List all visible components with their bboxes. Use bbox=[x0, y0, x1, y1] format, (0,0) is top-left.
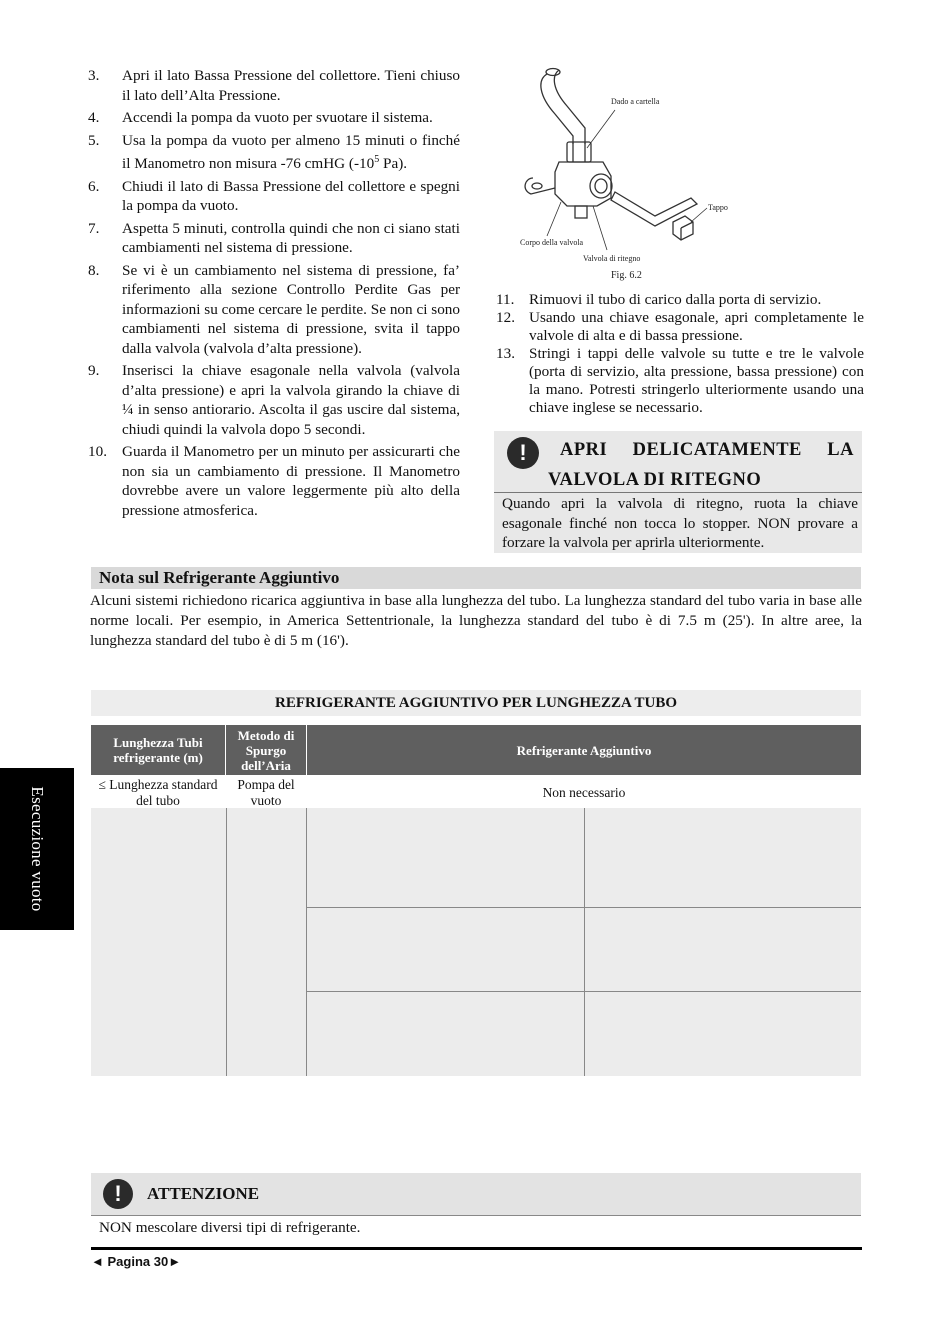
cap-label: Tappo bbox=[708, 203, 728, 212]
table-cell-length: ≤ Lunghezza standard del tubo bbox=[98, 777, 218, 808]
step-number: 5. bbox=[88, 131, 100, 149]
step-number: 12. bbox=[496, 309, 515, 326]
page-footer bbox=[91, 1254, 181, 1269]
step-number: 3. bbox=[88, 67, 100, 84]
step-11 bbox=[496, 291, 864, 309]
step-9 bbox=[88, 361, 460, 439]
valve-figure bbox=[515, 66, 765, 286]
table-divider bbox=[306, 808, 307, 1076]
warning-divider bbox=[494, 492, 862, 493]
prev-arrow-icon: ◄ bbox=[91, 1254, 104, 1269]
step-text: Apri il lato Bassa Pressione del collettore. Tieni chiuso il lato dell’Alta Pressione. bbox=[122, 67, 460, 104]
warning-title-line1: APRI DELICATAMENTE LA bbox=[560, 440, 854, 460]
step-text: Usando una chiave esagonale, apri completamente le valvole di alta e di bassa pressione. bbox=[529, 309, 864, 344]
step-text-tail: Pa). bbox=[379, 155, 408, 173]
step-6 bbox=[88, 177, 460, 216]
table-title: REFRIGERANTE AGGIUNTIVO PER LUNGHEZZA TUBO bbox=[91, 690, 861, 716]
step-text: Inserisci la chiave esagonale nella valvola (valvola d’alta pressione) e apri la valvola girando la chiave di ¼ in senso antiorario. Ascolta il gas uscire dal sistema, chiudi quindi la valvola dopo 5 secondi. bbox=[122, 362, 460, 438]
left-step-list bbox=[88, 66, 460, 523]
next-arrow-icon: ► bbox=[168, 1254, 182, 1269]
warning-title-line2: VALVOLA DI RITEGNO bbox=[548, 470, 762, 490]
exclamation-icon: ! bbox=[103, 1179, 133, 1209]
table-header-purge-method: Metodo di Spurgo dell’Aria bbox=[226, 725, 306, 775]
step-text: Accendi la pompa da vuoto per svuotare il sistema. bbox=[122, 109, 433, 126]
exclamation-icon: ! bbox=[507, 437, 539, 469]
step-5 bbox=[88, 131, 460, 174]
step-number: 7. bbox=[88, 219, 100, 237]
attention-title: ATTENZIONE bbox=[147, 1184, 260, 1203]
side-tab-label: Esecuzione vuoto bbox=[28, 786, 47, 912]
step-3 bbox=[88, 66, 460, 105]
step-text: Aspetta 5 minuti, controlla quindi che non ci siano stati cambiamenti nel sistema di pressione. bbox=[122, 219, 460, 257]
step-number: 10. bbox=[88, 443, 107, 461]
step-number: 11. bbox=[496, 291, 515, 308]
valve-stem-label: Valvola di ritegno bbox=[583, 254, 641, 263]
footer-rule bbox=[91, 1247, 862, 1250]
step-superscript: 5 bbox=[374, 154, 380, 165]
attention-text: NON mescolare diversi tipi di refrigerante. bbox=[99, 1219, 361, 1236]
step-text: Se vi è un cambiamento nel sistema di pressione, fa’ riferimento alla sezione Controllo Perdite Gas per informazioni su come cercare le perdite. Se non ci sono cambiamenti nel sistema di pressione, svita il tappo dalla valvola (valvola d’alta pressione). bbox=[122, 261, 460, 357]
table-header-length: Lunghezza Tubi refrigerante (m) bbox=[91, 725, 225, 775]
step-number: 8. bbox=[88, 261, 100, 279]
valve-illustration bbox=[515, 66, 765, 266]
table-body-empty bbox=[91, 808, 861, 1076]
table-cell-purge-method: Pompa del vuoto bbox=[237, 777, 295, 808]
step-number: 13. bbox=[496, 345, 515, 362]
warning-text: Quando apri la valvola di ritegno, ruota la chiave esagonale finché non tocca lo stopper. NON provare a forzare la valvola per aprirla ulteriormente. bbox=[502, 495, 858, 551]
step-13 bbox=[496, 345, 864, 417]
table-divider bbox=[584, 808, 585, 1076]
step-text: Chiudi il lato di Bassa Pressione del collettore e spegni la pompa da vuoto. bbox=[122, 177, 460, 215]
table-header-additional-refrigerant: Refrigerante Aggiuntivo bbox=[307, 725, 861, 775]
figure-caption: Fig. 6.2 bbox=[611, 270, 642, 281]
attention-divider bbox=[91, 1215, 861, 1216]
step-number: 6. bbox=[88, 177, 100, 195]
valve-body-label: Corpo della valvola bbox=[520, 238, 584, 247]
step-7 bbox=[88, 219, 460, 258]
step-number: 4. bbox=[88, 109, 100, 126]
flare-nut-label: Dado a cartella bbox=[611, 97, 660, 106]
note-section-header bbox=[91, 567, 861, 589]
page-number: Pagina 30 bbox=[107, 1254, 169, 1269]
note-paragraph: Alcuni sistemi richiedono ricarica aggiuntiva in base alla lunghezza del tubo. La lunghezza standard del tubo varia in base alle norme locali. Per esempio, in America Settentrionale, la lunghezza standard del tubo è di 7.5 m (25'). In altre aree, la lunghezza standard del tubo è di 5 m (16'). bbox=[90, 592, 862, 649]
step-12 bbox=[496, 309, 864, 345]
step-number: 9. bbox=[88, 362, 100, 380]
table-cell-additional: Non necessario bbox=[542, 785, 626, 800]
step-10 bbox=[88, 442, 460, 520]
table-divider bbox=[307, 991, 861, 992]
note-title: Nota sul Refrigerante Aggiuntivo bbox=[99, 568, 340, 587]
step-text: Guarda il Manometro per un minuto per assicurarti che non sia un cambiamento di pressione. Il Manometro dovrebbe avere un valore leggermente più alto della pressione atmosferica. bbox=[122, 443, 460, 519]
step-4 bbox=[88, 108, 460, 128]
step-text: Usa la pompa da vuoto per almeno 15 minuti o finché il Manometro non misura -76 cmHG (-10 bbox=[122, 131, 460, 173]
right-step-list bbox=[496, 291, 864, 417]
side-tab bbox=[0, 768, 74, 930]
table-divider bbox=[307, 907, 861, 908]
table-divider bbox=[226, 808, 227, 1076]
step-text: Rimuovi il tubo di carico dalla porta di servizio. bbox=[529, 291, 822, 308]
step-8 bbox=[88, 261, 460, 359]
step-text: Stringi i tappi delle valvole su tutte e tre le valvole (porta di servizio, alta pressione, bassa pressione) con la mano. Potresti stringerlo ulteriormente usando una chiave inglese se necessario. bbox=[529, 345, 864, 416]
warning-box bbox=[494, 431, 862, 553]
attention-box bbox=[91, 1173, 861, 1215]
